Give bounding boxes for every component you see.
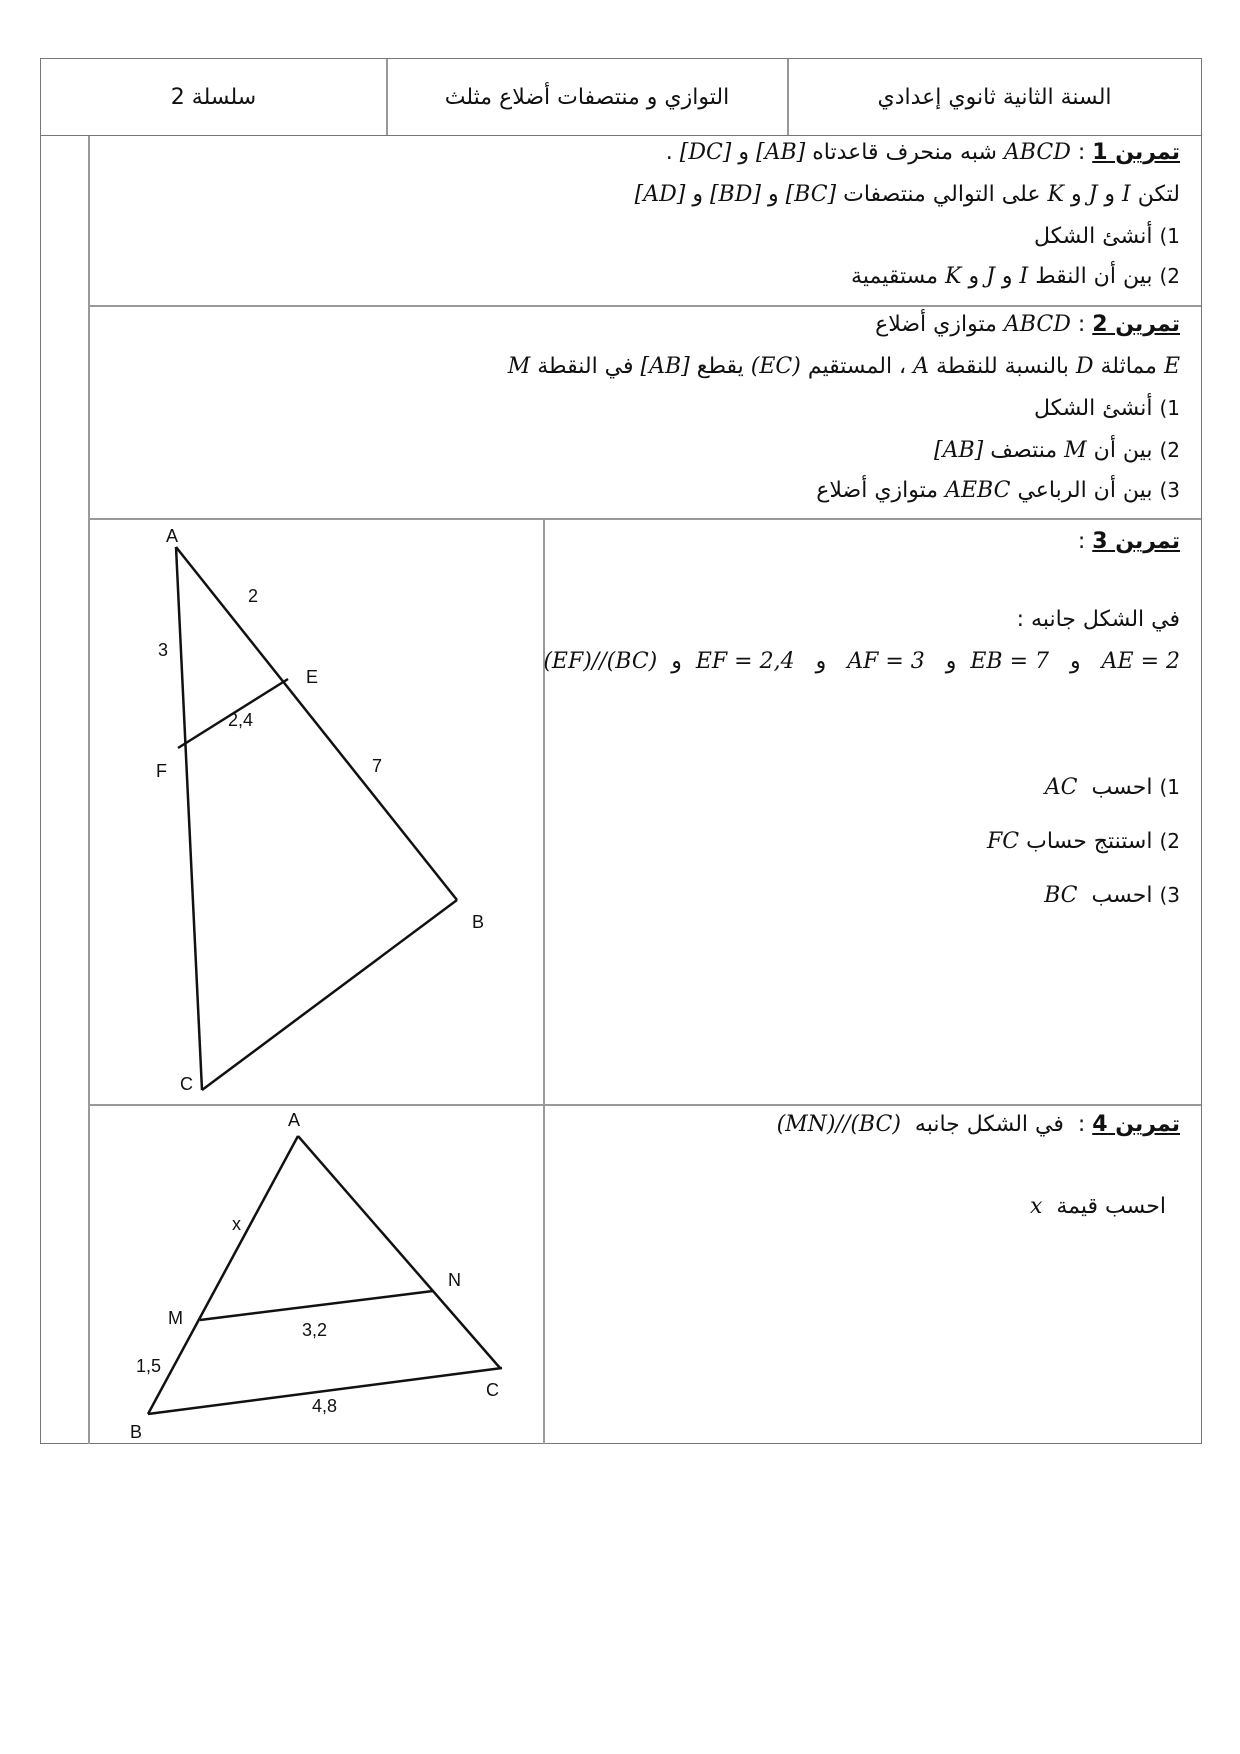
ex2-text: يقطع: [696, 354, 744, 379]
length-label-EB: 7: [372, 756, 383, 776]
ex1-text: .: [665, 140, 673, 165]
length-label-AE: 2: [248, 586, 259, 606]
math-A: A: [913, 354, 930, 379]
ex3-text: و: [945, 649, 957, 674]
question-text: و: [968, 264, 980, 289]
header-level: السنة الثانية ثانوي إعدادي: [877, 84, 1112, 110]
ex1-text: و: [738, 140, 750, 165]
header-table: [40, 58, 1202, 136]
math-AD: [AD]: [634, 182, 686, 207]
ex2-text: بالنسبة للنقطة: [936, 354, 1069, 379]
math-K: K: [945, 264, 962, 289]
math-BD: [BD]: [709, 182, 761, 207]
question-text: متوازي أضلاع: [816, 478, 939, 503]
question-text: استنتج حساب: [1026, 829, 1153, 854]
ex3-figure: [90, 520, 542, 1102]
math-parallel: (EF)//(BC): [543, 649, 658, 674]
ex3-title: تمرين 3: [1092, 529, 1180, 554]
question-text: احسب: [1091, 775, 1153, 800]
math-given: AF = 3: [847, 649, 925, 674]
point-label-A: A: [166, 526, 179, 546]
ex1-text: و: [692, 182, 703, 207]
point-label-C: C: [180, 1074, 193, 1094]
math-E: E: [1163, 354, 1180, 379]
question-number: 1): [1159, 396, 1180, 420]
math-J: J: [1088, 182, 1098, 207]
math-x: x: [1029, 1194, 1043, 1219]
segment-MN: [200, 1291, 433, 1320]
ex2-text: متوازي أضلاع: [875, 312, 997, 337]
ex2-text: مماثلة: [1100, 354, 1157, 379]
question-text: احسب: [1091, 883, 1153, 908]
question-number: 2): [1159, 264, 1180, 288]
math-J: J: [986, 264, 995, 289]
math-I: I: [1122, 182, 1131, 207]
ex3-text: و: [1070, 649, 1081, 674]
exercise-2: تمرين 2 : ABCD متوازي أضلاع E مماثلة D بالنسبة للنقطة A ، المستقيم (EC) يقطع [AB] في النقطة M 1) أنشئ الشكل 2) بين أن M منتصف [AB] 3) بين أن الرباعي AEBC متوازي أضلاع: [507, 312, 1180, 503]
math-FC: FC: [987, 829, 1020, 854]
math-M: M: [507, 354, 531, 379]
point-label-B: B: [472, 912, 485, 932]
exercise-1: تمرين 1 : ABCD شبه منحرف قاعدتاه [AB] و [DC] . لتكن I و J و K على التوالي منتصفات [BC] و [BD] و [AD] 1) أنشئ الشكل 2) بين أن النقط I و J و K مستقيمية: [634, 140, 1180, 289]
point-label-B: B: [130, 1422, 143, 1442]
math-EC: (EC): [750, 354, 801, 379]
question-number: 3): [1159, 883, 1180, 907]
ex2-text: ، المستقيم: [807, 354, 907, 379]
question-number: 2): [1159, 829, 1180, 853]
math-BC: [BC]: [785, 182, 837, 207]
math-DC: [DC]: [679, 140, 732, 165]
math-ABCD: ABCD: [1003, 140, 1071, 165]
question-text: منتصف: [990, 438, 1058, 463]
question-text: أنشئ الشكل: [1034, 224, 1153, 249]
question-text: و: [1001, 264, 1013, 289]
math-I: I: [1019, 264, 1029, 289]
math-AB: [AB]: [933, 438, 984, 463]
segment-AC: [298, 1136, 500, 1368]
segment-AB: [148, 1136, 298, 1414]
math-M: M: [1064, 438, 1087, 463]
math-given: EF = 2,4: [695, 649, 795, 674]
length-label-AM: x: [232, 1214, 241, 1234]
math-parallel: (MN)//(BC): [776, 1112, 901, 1137]
exercise-4: تمرين 4 : في الشكل جانبه (MN)//(BC) احسب قيمة x: [776, 1112, 1180, 1219]
point-label-C: C: [486, 1380, 499, 1400]
math-AC: AC: [1044, 775, 1078, 800]
question-text: احسب قيمة: [1056, 1194, 1166, 1219]
row-separator: [88, 305, 1201, 307]
ex1-text: و: [1070, 182, 1082, 207]
math-AEBC: AEBC: [945, 478, 1011, 503]
point-label-F: F: [156, 761, 167, 781]
point-label-E: E: [306, 667, 319, 687]
ex3-text: و: [815, 649, 827, 674]
segment-CB: [202, 900, 457, 1090]
ex4-figure: [90, 1106, 542, 1442]
math-K: K: [1047, 182, 1064, 207]
exercise-3: تمرين 3 : في الشكل جانبه : AE = 2 و EB = 7 و AF = 3 و EF = 2,4 و (EF)//(BC) 1) احسب AC 2) استنتج حساب FC 3) احسب BC: [543, 529, 1180, 908]
question-text: بين أن النقط: [1035, 264, 1153, 289]
ex2-title: تمرين 2: [1092, 312, 1180, 337]
math-D: D: [1075, 354, 1094, 379]
header-series: سلسلة 2: [170, 84, 257, 110]
ex3-text: و: [671, 649, 682, 674]
ex1-text: على التوالي منتصفات: [843, 182, 1041, 207]
math-given: AE = 2: [1101, 649, 1180, 674]
ex1-text: و: [767, 182, 779, 207]
ex1-text: شبه منحرف قاعدتاه: [812, 140, 997, 165]
math-BC: BC: [1044, 883, 1078, 908]
question-text: أنشئ الشكل: [1034, 396, 1153, 421]
question-number: 3): [1159, 478, 1180, 502]
question-text: مستقيمية: [851, 264, 938, 289]
question-text: بين أن الرباعي: [1017, 478, 1153, 503]
question-number: 2): [1159, 438, 1180, 462]
ex4-intro: في الشكل جانبه: [914, 1112, 1064, 1137]
point-label-M: M: [168, 1308, 183, 1328]
question-text: بين أن: [1093, 438, 1153, 463]
point-label-N: N: [448, 1270, 461, 1290]
math-AB: [AB]: [640, 354, 690, 379]
question-number: 1): [1159, 775, 1180, 799]
ex2-text: في النقطة: [537, 354, 634, 379]
length-label-MB: 1,5: [136, 1356, 162, 1376]
segment-AC: [176, 547, 202, 1090]
ex1-text: لتكن: [1137, 182, 1180, 207]
math-given: EB = 7: [970, 649, 1050, 674]
length-label-BC: 4,8: [312, 1396, 338, 1416]
header-topic: التوازي و منتصفات أضلاع مثلث: [444, 84, 730, 110]
math-ABCD: ABCD: [1003, 312, 1071, 337]
question-number: 1): [1159, 224, 1180, 248]
ex4-title: تمرين 4: [1092, 1112, 1180, 1137]
length-label-AF: 3: [158, 640, 169, 660]
point-label-A: A: [288, 1110, 301, 1130]
ex3-intro: في الشكل جانبه :: [1016, 607, 1180, 632]
length-label-EF: 2,4: [228, 710, 254, 730]
ex1-text: و: [1104, 182, 1116, 207]
math-AB: [AB]: [756, 140, 806, 165]
length-label-MN: 3,2: [302, 1320, 328, 1340]
ex1-title: تمرين 1: [1092, 140, 1180, 165]
